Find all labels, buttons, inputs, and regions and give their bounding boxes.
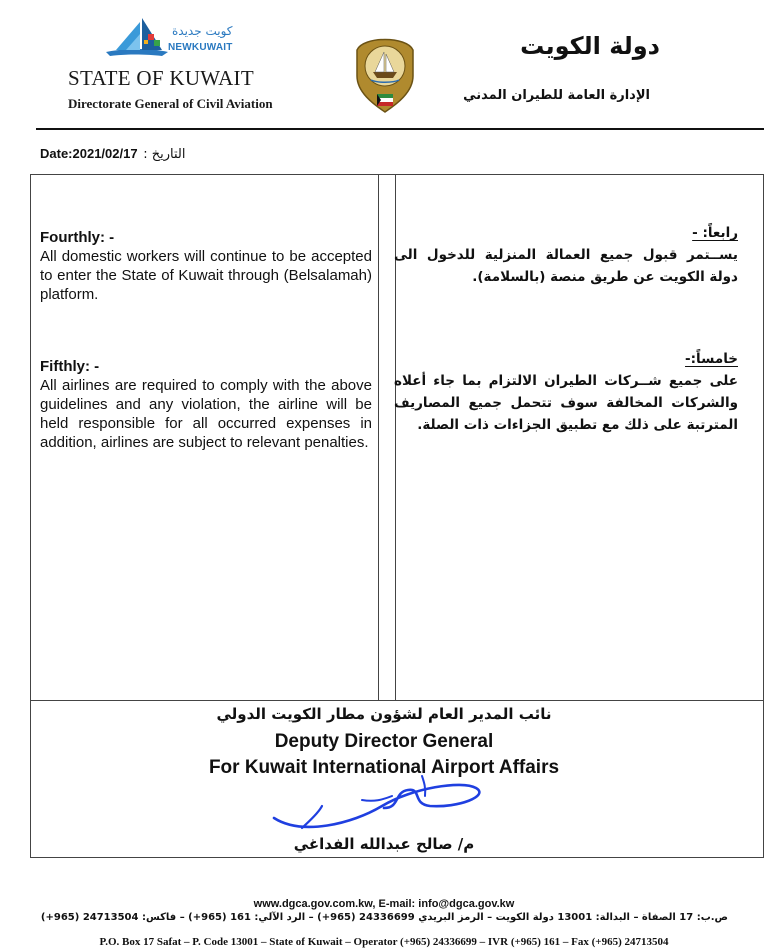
signatory-title-arabic: نائب المدير العام لشؤون مطار الكويت الدولي (216, 705, 552, 723)
fifthly-heading-arabic: خامساً:- (685, 351, 738, 367)
signature-divider (30, 700, 764, 701)
newkuwait-logo-arabic: كويت جديدة (172, 24, 233, 38)
kuwait-coat-of-arms-icon (347, 32, 423, 116)
newkuwait-logo-text: NEWKUWAIT (168, 42, 233, 53)
document-date (40, 146, 185, 162)
fifthly-section-english (40, 357, 372, 452)
directorate-title-english: Directorate General of Civil Aviation (68, 96, 273, 111)
fifthly-heading-english: Fifthly: - (40, 358, 100, 375)
column-divider (378, 174, 379, 700)
fifthly-body-arabic: على جميع شــركات الطيران الالتزام بما جاء أعلاه والشركات المخالفة سوف تتحمل جميع المصاريف المترتبة على ذلك مع تطبيق الجزاءات ذات الصلة. (394, 373, 738, 433)
fourthly-section-english (40, 228, 372, 304)
footer-address-arabic: ص.ب: 17 الصفاة – البدالة: 13001 دولة الكويت – الرمز البريدي 24336699 (965+) – الرد الآلي: 161 (965+) – فاكس: 24713504 (965+) (40, 912, 728, 923)
header-divider (36, 128, 764, 130)
newkuwait-logo (96, 14, 236, 64)
fourthly-heading-english: Fourthly: - (40, 229, 115, 246)
fourthly-body-arabic: يســتمر قبول جميع العمالة المنزلية للدخول الى دولة الكويت عن طريق منصة (بالسلامة). (394, 247, 738, 285)
footer-address-english: P.O. Box 17 Safat – P. Code 13001 – State of Kuwait – Operator (+965) 24336699 – IVR (+965) 161 – Fax (+965) 24713504 (99, 936, 669, 948)
handwritten-signature (262, 766, 502, 844)
sailboat-logo-icon (96, 14, 236, 64)
signatory-title-english-line1: Deputy Director General (274, 731, 494, 752)
fourthly-heading-arabic: رابعاً: - (692, 225, 738, 241)
state-title-arabic: دولة الكويت (520, 32, 660, 60)
fifthly-body-english: All airlines are required to comply with the above guidelines and any violation, the airline will be held responsible for all occurred expenses in addition, airlines are subject to relevant penalties. (40, 377, 372, 451)
directorate-title-arabic: الإدارة العامة للطيران المدني (463, 88, 650, 103)
signatory-name-arabic: م/ صالح عبدالله الفداغي (293, 835, 475, 853)
fifthly-section-arabic (394, 348, 738, 436)
date-english: Date:2021/02/17 (40, 146, 138, 161)
footer-contact-web-email: www.dgca.gov.com.kw, E-mail: info@dgca.gov.kw (253, 898, 515, 910)
signatory-title-english-line2: For Kuwait International Airport Affairs (208, 757, 560, 778)
state-title-english: STATE OF KUWAIT (68, 66, 254, 90)
fourthly-body-english: All domestic workers will continue to be accepted to enter the State of Kuwait through (Belsalamah) platform. (40, 248, 372, 303)
date-label-arabic: : التاريخ (143, 147, 186, 162)
fourthly-section-arabic (394, 222, 738, 288)
